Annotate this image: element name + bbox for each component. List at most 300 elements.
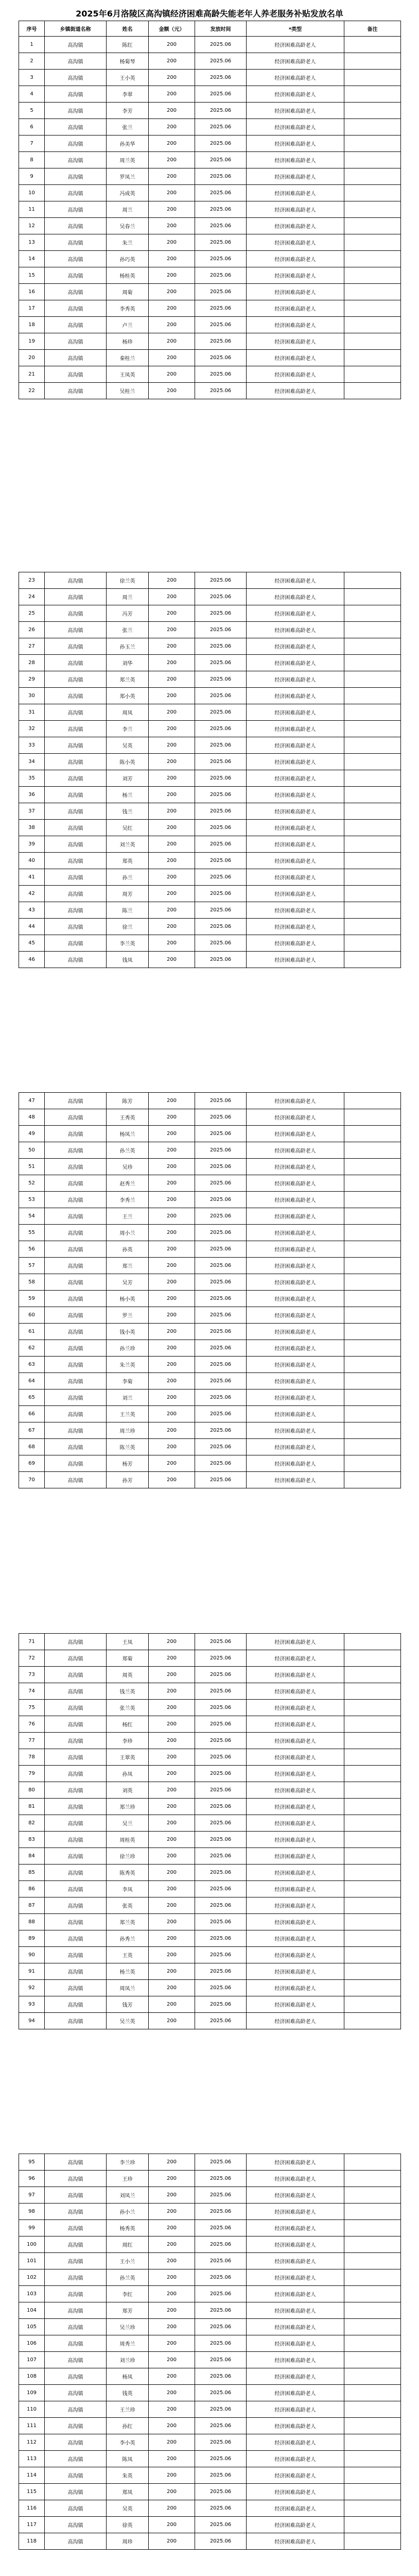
row-number-cell: 15 (19, 267, 45, 284)
remark-cell (344, 1848, 401, 1865)
name-cell: 郑兰英 (107, 671, 149, 688)
type-cell: 经济困难高龄老人 (247, 300, 344, 317)
table-row (19, 152, 401, 168)
table-row (19, 1208, 401, 1225)
name-cell: 周兰英 (107, 152, 149, 168)
remark-cell (344, 1093, 401, 1109)
table-row (19, 671, 401, 688)
table-row (19, 1472, 401, 1488)
type-cell: 经济困难高龄老人 (247, 284, 344, 300)
table-row (19, 1996, 401, 2013)
amount-cell: 200 (149, 1733, 195, 1749)
type-cell: 经济困难高龄老人 (247, 2319, 344, 2335)
date-cell: 2025.06 (195, 1881, 247, 1897)
row-number-cell: 98 (19, 2204, 45, 2220)
date-cell: 2025.06 (195, 1159, 247, 1175)
type-cell: 经济困难高龄老人 (247, 1947, 344, 1963)
type-cell: 经济困难高龄老人 (247, 317, 344, 333)
table-row (19, 1422, 401, 1439)
row-number-cell: 81 (19, 1799, 45, 1815)
amount-cell: 200 (149, 2368, 195, 2385)
remark-cell (344, 1225, 401, 1241)
town-cell: 高沟镇 (45, 1241, 107, 1258)
remark-cell (344, 1324, 401, 1340)
name-cell: 周珍 (107, 2533, 149, 2550)
date-cell: 2025.06 (195, 1258, 247, 1274)
date-cell: 2025.06 (195, 1455, 247, 1472)
name-cell: 王兰 (107, 1208, 149, 1225)
name-cell: 孙小兰 (107, 2204, 149, 2220)
town-cell: 高沟镇 (45, 704, 107, 721)
row-number-cell: 61 (19, 1324, 45, 1340)
table-row (19, 2236, 401, 2253)
town-cell: 高沟镇 (45, 2187, 107, 2204)
remark-cell (344, 2484, 401, 2500)
row-number-cell: 83 (19, 1832, 45, 1848)
remark-cell (344, 2204, 401, 2220)
amount-cell: 200 (149, 267, 195, 284)
row-number-cell: 70 (19, 1472, 45, 1488)
town-cell: 高沟镇 (45, 152, 107, 168)
date-cell: 2025.06 (195, 2451, 247, 2467)
remark-cell (344, 1373, 401, 1389)
type-cell: 经济困难高龄老人 (247, 1782, 344, 1799)
amount-cell: 200 (149, 2517, 195, 2533)
type-cell: 经济困难高龄老人 (247, 605, 344, 622)
name-cell: 刘华 (107, 655, 149, 671)
town-cell: 高沟镇 (45, 1324, 107, 1340)
type-cell: 经济困难高龄老人 (247, 853, 344, 869)
row-number-cell: 100 (19, 2236, 45, 2253)
row-number-cell: 111 (19, 2418, 45, 2434)
row-number-cell: 57 (19, 1258, 45, 1274)
date-cell: 2025.06 (195, 671, 247, 688)
type-cell: 经济困难高龄老人 (247, 2352, 344, 2368)
name-cell: 周凤 (107, 704, 149, 721)
amount-cell: 200 (149, 86, 195, 103)
row-number-cell: 49 (19, 1126, 45, 1142)
town-cell: 高沟镇 (45, 1733, 107, 1749)
date-cell: 2025.06 (195, 952, 247, 968)
date-cell: 2025.06 (195, 1373, 247, 1389)
row-number-cell: 2 (19, 53, 45, 70)
remark-cell (344, 2253, 401, 2269)
name-cell: 郑凤 (107, 2484, 149, 2500)
remark-cell (344, 605, 401, 622)
remark-cell (344, 1700, 401, 1716)
amount-cell: 200 (149, 605, 195, 622)
amount-cell: 200 (149, 2187, 195, 2204)
row-number-cell: 76 (19, 1716, 45, 1733)
town-cell: 高沟镇 (45, 1634, 107, 1650)
amount-cell: 200 (149, 638, 195, 655)
row-number-cell: 68 (19, 1439, 45, 1455)
row-number-cell: 27 (19, 638, 45, 655)
town-cell: 高沟镇 (45, 1109, 107, 1126)
row-number-cell: 6 (19, 119, 45, 135)
amount-cell: 200 (149, 2204, 195, 2220)
town-cell: 高沟镇 (45, 70, 107, 86)
table-row (19, 70, 401, 86)
table-row (19, 1683, 401, 1700)
date-cell: 2025.06 (195, 935, 247, 952)
amount-cell: 200 (149, 2013, 195, 2029)
remark-cell (344, 135, 401, 152)
remark-cell (344, 688, 401, 704)
name-cell: 王小英 (107, 70, 149, 86)
date-cell: 2025.06 (195, 86, 247, 103)
type-cell: 经济困难高龄老人 (247, 671, 344, 688)
table-row (19, 185, 401, 201)
table-row (19, 234, 401, 251)
name-cell: 郑兰英 (107, 1914, 149, 1930)
table-row (19, 2484, 401, 2500)
town-cell: 高沟镇 (45, 284, 107, 300)
name-cell: 王秀英 (107, 1109, 149, 1126)
amount-cell: 200 (149, 251, 195, 267)
table-row (19, 605, 401, 622)
town-cell: 高沟镇 (45, 1947, 107, 1963)
type-cell: 经济困难高龄老人 (247, 1389, 344, 1406)
name-cell: 孙兰 (107, 869, 149, 886)
type-cell: 经济困难高龄老人 (247, 234, 344, 251)
row-number-cell: 84 (19, 1848, 45, 1865)
table-row (19, 638, 401, 655)
amount-cell: 200 (149, 2319, 195, 2335)
amount-cell: 200 (149, 1749, 195, 1766)
row-number-cell: 95 (19, 2154, 45, 2171)
remark-cell (344, 1126, 401, 1142)
type-cell: 经济困难高龄老人 (247, 820, 344, 836)
table-row (19, 1109, 401, 1126)
remark-cell (344, 70, 401, 86)
date-cell: 2025.06 (195, 2500, 247, 2517)
remark-cell (344, 2434, 401, 2451)
name-cell: 王兰英 (107, 1406, 149, 1422)
row-number-cell: 58 (19, 1274, 45, 1291)
name-cell: 朱兰 (107, 234, 149, 251)
row-number-cell: 87 (19, 1897, 45, 1914)
row-number-cell: 102 (19, 2269, 45, 2286)
row-number-cell: 38 (19, 820, 45, 836)
remark-cell (344, 2154, 401, 2171)
date-cell: 2025.06 (195, 1815, 247, 1832)
remark-cell (344, 53, 401, 70)
remark-cell (344, 1667, 401, 1683)
town-cell: 高沟镇 (45, 2319, 107, 2335)
row-number-cell: 66 (19, 1406, 45, 1422)
row-number-cell: 46 (19, 952, 45, 968)
name-cell: 孙玉兰 (107, 638, 149, 655)
name-cell: 杨小英 (107, 1291, 149, 1307)
row-number-cell: 39 (19, 836, 45, 853)
table-row (19, 589, 401, 605)
type-cell: 经济困难高龄老人 (247, 2286, 344, 2302)
type-cell: 经济困难高龄老人 (247, 1667, 344, 1683)
name-cell: 张英 (107, 1897, 149, 1914)
table-row (19, 119, 401, 135)
remark-cell (344, 2352, 401, 2368)
type-cell: 经济困难高龄老人 (247, 754, 344, 770)
town-cell: 高沟镇 (45, 234, 107, 251)
row-number-cell: 69 (19, 1455, 45, 1472)
table-row (19, 886, 401, 902)
column-header: 乡镇街道名称 (45, 21, 107, 37)
name-cell: 吴兰英 (107, 2013, 149, 2029)
remark-cell (344, 1142, 401, 1159)
amount-cell: 200 (149, 737, 195, 754)
date-cell: 2025.06 (195, 2401, 247, 2418)
row-number-cell: 22 (19, 383, 45, 399)
table-row (19, 366, 401, 383)
amount-cell: 200 (149, 1159, 195, 1175)
date-cell: 2025.06 (195, 1291, 247, 1307)
subsidy-table (19, 21, 401, 399)
remark-cell (344, 1749, 401, 1766)
date-cell: 2025.06 (195, 1225, 247, 1241)
town-cell: 高沟镇 (45, 1815, 107, 1832)
date-cell: 2025.06 (195, 1749, 247, 1766)
town-cell: 高沟镇 (45, 1996, 107, 2013)
type-cell: 经济困难高龄老人 (247, 251, 344, 267)
name-cell: 吴春兰 (107, 218, 149, 234)
town-cell: 高沟镇 (45, 935, 107, 952)
remark-cell (344, 350, 401, 366)
table-row (19, 2286, 401, 2302)
remark-cell (344, 1340, 401, 1357)
name-cell: 郑芳 (107, 2302, 149, 2319)
town-cell: 高沟镇 (45, 201, 107, 218)
date-cell: 2025.06 (195, 836, 247, 853)
date-cell: 2025.06 (195, 366, 247, 383)
amount-cell: 200 (149, 152, 195, 168)
remark-cell (344, 1914, 401, 1930)
row-number-cell: 94 (19, 2013, 45, 2029)
name-cell: 周桂英 (107, 1832, 149, 1848)
date-cell: 2025.06 (195, 2154, 247, 2171)
name-cell: 王小兰 (107, 2253, 149, 2269)
type-cell: 经济困难高龄老人 (247, 1881, 344, 1897)
row-number-cell: 33 (19, 737, 45, 754)
amount-cell: 200 (149, 1324, 195, 1340)
row-number-cell: 107 (19, 2352, 45, 2368)
remark-cell (344, 1996, 401, 2013)
type-cell: 经济困难高龄老人 (247, 2484, 344, 2500)
town-cell: 高沟镇 (45, 333, 107, 350)
remark-cell (344, 1683, 401, 1700)
row-number-cell: 55 (19, 1225, 45, 1241)
name-cell: 郑兰珍 (107, 1799, 149, 1815)
amount-cell: 200 (149, 1307, 195, 1324)
row-number-cell: 1 (19, 37, 45, 53)
remark-cell (344, 1455, 401, 1472)
amount-cell: 200 (149, 688, 195, 704)
town-cell: 高沟镇 (45, 1881, 107, 1897)
row-number-cell: 60 (19, 1307, 45, 1324)
table-row (19, 251, 401, 267)
town-cell: 高沟镇 (45, 1799, 107, 1815)
amount-cell: 200 (149, 1832, 195, 1848)
town-cell: 高沟镇 (45, 350, 107, 366)
type-cell: 经济困难高龄老人 (247, 1634, 344, 1650)
remark-cell (344, 1766, 401, 1782)
amount-cell: 200 (149, 820, 195, 836)
type-cell: 经济困难高龄老人 (247, 1373, 344, 1389)
amount-cell: 200 (149, 284, 195, 300)
type-cell: 经济困难高龄老人 (247, 383, 344, 399)
type-cell: 经济困难高龄老人 (247, 803, 344, 820)
type-cell: 经济困难高龄老人 (247, 2204, 344, 2220)
type-cell: 经济困难高龄老人 (247, 1749, 344, 1766)
type-cell: 经济困难高龄老人 (247, 53, 344, 70)
date-cell: 2025.06 (195, 770, 247, 787)
table-row (19, 869, 401, 886)
date-cell: 2025.06 (195, 1667, 247, 1683)
name-cell: 周红 (107, 2236, 149, 2253)
amount-cell: 200 (149, 2269, 195, 2286)
table-row (19, 1357, 401, 1373)
date-cell: 2025.06 (195, 1324, 247, 1340)
type-cell: 经济困难高龄老人 (247, 1980, 344, 1996)
date-cell: 2025.06 (195, 317, 247, 333)
name-cell: 徐兰 (107, 919, 149, 935)
type-cell: 经济困难高龄老人 (247, 688, 344, 704)
type-cell: 经济困难高龄老人 (247, 2220, 344, 2236)
amount-cell: 200 (149, 2352, 195, 2368)
name-cell: 李芳 (107, 103, 149, 119)
row-number-cell: 50 (19, 1142, 45, 1159)
remark-cell (344, 820, 401, 836)
name-cell: 周英 (107, 1667, 149, 1683)
date-cell: 2025.06 (195, 2467, 247, 2484)
amount-cell: 200 (149, 1947, 195, 1963)
row-number-cell: 8 (19, 152, 45, 168)
town-cell: 高沟镇 (45, 2335, 107, 2352)
amount-cell: 200 (149, 1634, 195, 1650)
town-cell: 高沟镇 (45, 1093, 107, 1109)
column-header: *类型 (247, 21, 344, 37)
table-row (19, 1815, 401, 1832)
table-row (19, 836, 401, 853)
date-cell: 2025.06 (195, 1996, 247, 2013)
date-cell: 2025.06 (195, 1340, 247, 1357)
town-cell: 高沟镇 (45, 2517, 107, 2533)
town-cell: 高沟镇 (45, 1307, 107, 1324)
amount-cell: 200 (149, 902, 195, 919)
date-cell: 2025.06 (195, 300, 247, 317)
name-cell: 周兰珍 (107, 1422, 149, 1439)
date-cell: 2025.06 (195, 1716, 247, 1733)
type-cell: 经济困难高龄老人 (247, 1291, 344, 1307)
name-cell: 刘芳 (107, 770, 149, 787)
row-number-cell: 90 (19, 1947, 45, 1963)
town-cell: 高沟镇 (45, 86, 107, 103)
remark-cell (344, 1208, 401, 1225)
amount-cell: 200 (149, 836, 195, 853)
row-number-cell: 41 (19, 869, 45, 886)
type-cell: 经济困难高龄老人 (247, 1650, 344, 1667)
row-number-cell: 106 (19, 2335, 45, 2352)
date-cell: 2025.06 (195, 589, 247, 605)
amount-cell: 200 (149, 1093, 195, 1109)
town-cell: 高沟镇 (45, 1766, 107, 1782)
remark-cell (344, 754, 401, 770)
type-cell: 经济困难高龄老人 (247, 119, 344, 135)
type-cell: 经济困难高龄老人 (247, 655, 344, 671)
name-cell: 杨红 (107, 1716, 149, 1733)
town-cell: 高沟镇 (45, 2401, 107, 2418)
remark-cell (344, 1439, 401, 1455)
amount-cell: 200 (149, 721, 195, 737)
row-number-cell: 79 (19, 1766, 45, 1782)
table-row (19, 770, 401, 787)
town-cell: 高沟镇 (45, 1832, 107, 1848)
remark-cell (344, 737, 401, 754)
town-cell: 高沟镇 (45, 853, 107, 869)
remark-cell (344, 787, 401, 803)
type-cell: 经济困难高龄老人 (247, 1766, 344, 1782)
date-cell: 2025.06 (195, 737, 247, 754)
type-cell: 经济困难高龄老人 (247, 2171, 344, 2187)
type-cell: 经济困难高龄老人 (247, 836, 344, 853)
date-cell: 2025.06 (195, 1650, 247, 1667)
row-number-cell: 85 (19, 1865, 45, 1881)
row-number-cell: 45 (19, 935, 45, 952)
amount-cell: 200 (149, 119, 195, 135)
row-number-cell: 80 (19, 1782, 45, 1799)
table-row (19, 1225, 401, 1241)
table-row (19, 267, 401, 284)
date-cell: 2025.06 (195, 1914, 247, 1930)
table-row (19, 333, 401, 350)
remark-cell (344, 1159, 401, 1175)
table-row (19, 135, 401, 152)
type-cell: 经济困难高龄老人 (247, 1324, 344, 1340)
row-number-cell: 71 (19, 1634, 45, 1650)
type-cell: 经济困难高龄老人 (247, 1439, 344, 1455)
name-cell: 钱凤 (107, 952, 149, 968)
row-number-cell: 14 (19, 251, 45, 267)
town-cell: 高沟镇 (45, 1930, 107, 1947)
date-cell: 2025.06 (195, 119, 247, 135)
name-cell: 李菊 (107, 1373, 149, 1389)
name-cell: 徐兰英 (107, 572, 149, 589)
amount-cell: 200 (149, 317, 195, 333)
amount-cell: 200 (149, 1357, 195, 1373)
table-row (19, 902, 401, 919)
amount-cell: 200 (149, 300, 195, 317)
name-cell: 李小英 (107, 2434, 149, 2451)
remark-cell (344, 2500, 401, 2517)
table-row (19, 572, 401, 589)
town-cell: 高沟镇 (45, 1389, 107, 1406)
table-row (19, 1175, 401, 1192)
date-cell: 2025.06 (195, 1109, 247, 1126)
name-cell: 钱兰 (107, 803, 149, 820)
amount-cell: 200 (149, 1208, 195, 1225)
amount-cell: 200 (149, 1963, 195, 1980)
type-cell: 经济困难高龄老人 (247, 2187, 344, 2204)
remark-cell (344, 935, 401, 952)
row-number-cell: 48 (19, 1109, 45, 1126)
type-cell: 经济困难高龄老人 (247, 1192, 344, 1208)
remark-cell (344, 2533, 401, 2550)
amount-cell: 200 (149, 1175, 195, 1192)
name-cell: 李秀兰 (107, 1192, 149, 1208)
date-cell: 2025.06 (195, 185, 247, 201)
table-row (19, 2220, 401, 2236)
type-cell: 经济困难高龄老人 (247, 2385, 344, 2401)
